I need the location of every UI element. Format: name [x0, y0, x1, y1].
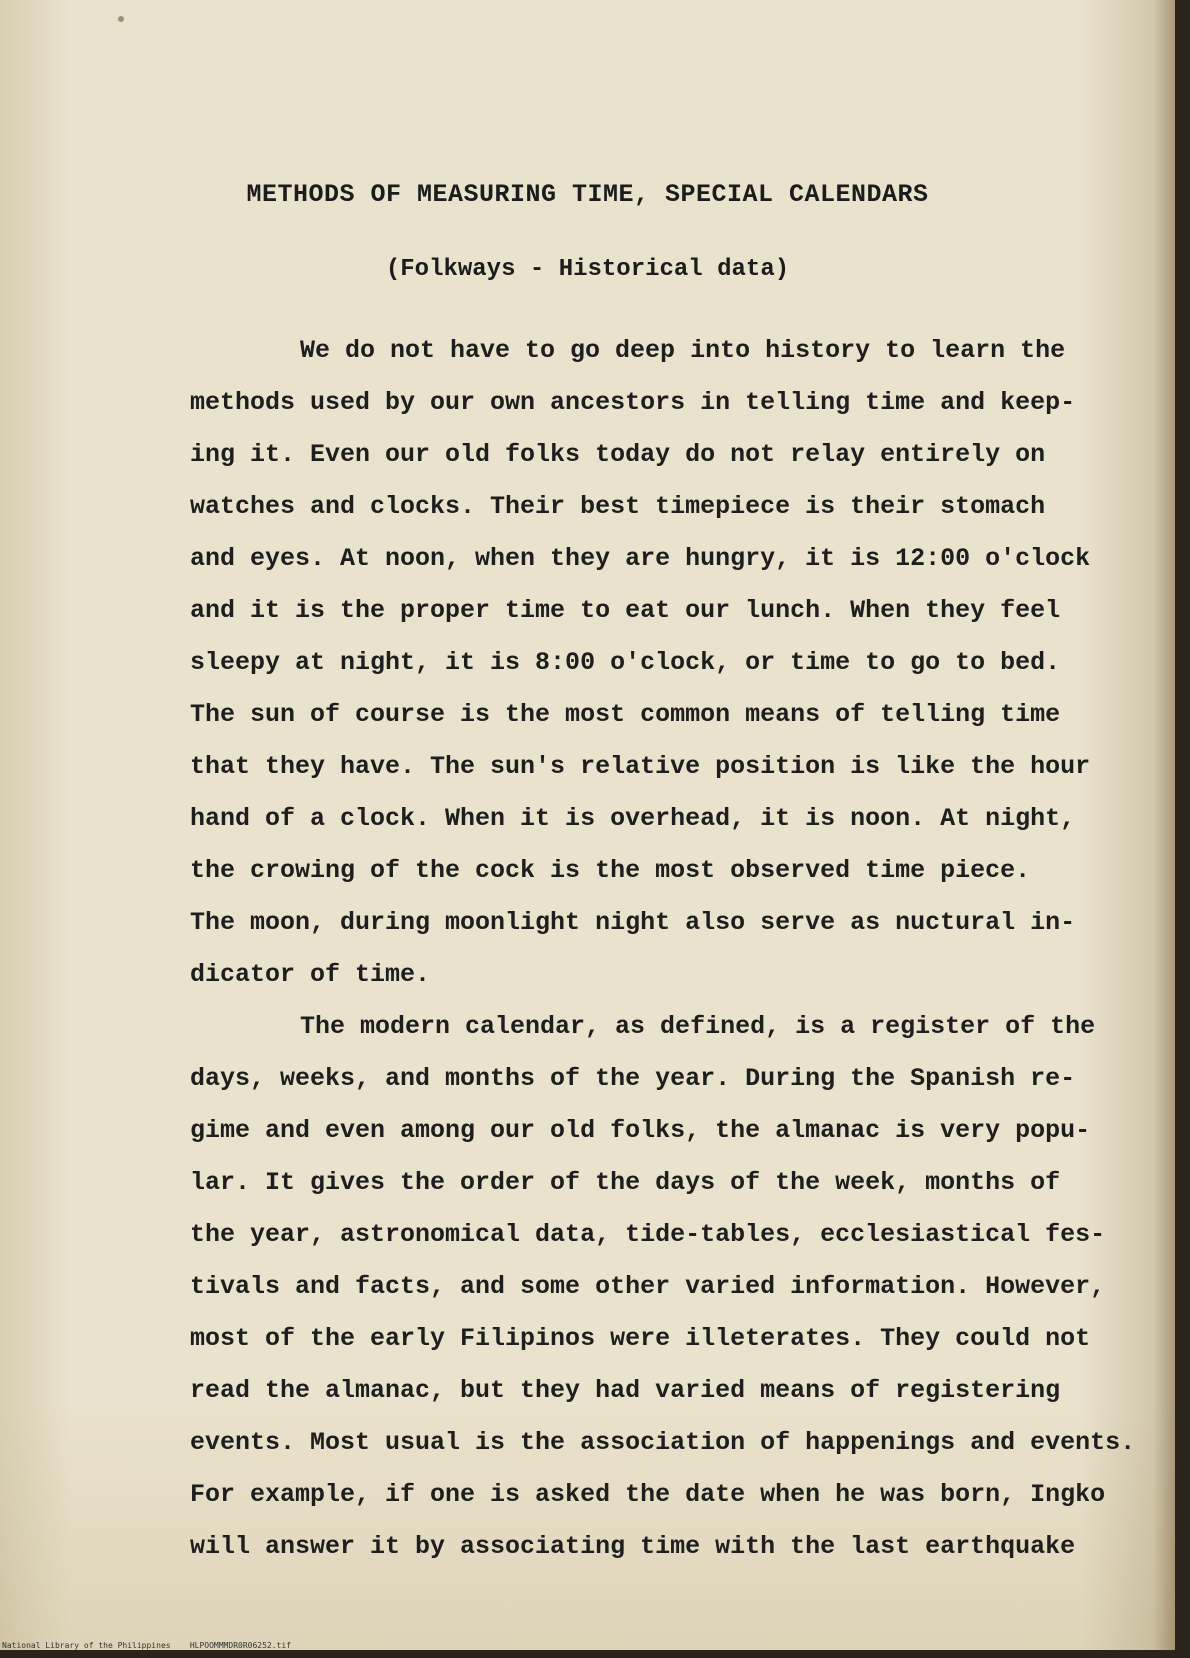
paragraph-1-line-3: ing it. Even our old folks today do not relay entirely on [190, 440, 1046, 469]
paragraph-1-line-12: The moon, during moonlight night also serve as nuctural in- [190, 908, 1076, 937]
paragraph-2-line-11: will answer it by associating time with the last earthquake [190, 1532, 1076, 1561]
paper-spot [118, 16, 124, 22]
document-subtitle: (Folkways - Historical data) [385, 256, 790, 283]
paragraph-2-line-3: gime and even among our old folks, the almanac is very popu- [190, 1116, 1091, 1145]
paragraph-2-line-1: The modern calendar, as defined, is a register of the [300, 1012, 1096, 1041]
paragraph-1-line-9: that they have. The sun's relative position is like the hour [190, 752, 1091, 781]
footer-file: HLPOOMMMDR0R06252.tif [189, 1641, 291, 1650]
paragraph-1-line-7: sleepy at night, it is 8:00 o'clock, or time to go to bed. [190, 648, 1061, 677]
scan-footer [2, 1641, 291, 1650]
paragraph-2-line-2: days, weeks, and months of the year. During the Spanish re- [190, 1064, 1076, 1093]
paragraph-1-line-5: and eyes. At noon, when they are hungry, it is 12:00 o'clock [190, 544, 1091, 573]
paragraph-1-line-2: methods used by our own ancestors in telling time and keep- [190, 388, 1076, 417]
paragraph-1-line-6: and it is the proper time to eat our lunch. When they feel [190, 596, 1061, 625]
paragraph-1-line-13: dicator of time. [190, 960, 431, 989]
paragraph-1-line-10: hand of a clock. When it is overhead, it is noon. At night, [190, 804, 1076, 833]
paragraph-2-line-5: the year, astronomical data, tide-tables, ecclesiastical fes- [190, 1220, 1106, 1249]
paragraph-2-line-7: most of the early Filipinos were illeterates. They could not [190, 1324, 1091, 1353]
paragraph-1-line-11: the crowing of the cock is the most observed time piece. [190, 856, 1031, 885]
document-title: METHODS OF MEASURING TIME, SPECIAL CALENDARS [246, 180, 929, 209]
footer-library: National Library of the Philippines [2, 1641, 171, 1650]
document-body [190, 325, 1150, 1573]
paragraph-2-line-9: events. Most usual is the association of happenings and events. [190, 1428, 1136, 1457]
paragraph-1-line-8: The sun of course is the most common means of telling time [190, 700, 1061, 729]
paragraph-2-line-10: For example, if one is asked the date when he was born, Ingko [190, 1480, 1106, 1509]
paragraph-1-line-1: We do not have to go deep into history to learn the [300, 336, 1066, 365]
paragraph-2-line-6: tivals and facts, and some other varied information. However, [190, 1272, 1106, 1301]
paragraph-2-line-4: lar. It gives the order of the days of the week, months of [190, 1168, 1061, 1197]
paragraph-1-line-4: watches and clocks. Their best timepiece is their stomach [190, 492, 1046, 521]
paragraph-2-line-8: read the almanac, but they had varied means of registering [190, 1376, 1061, 1405]
